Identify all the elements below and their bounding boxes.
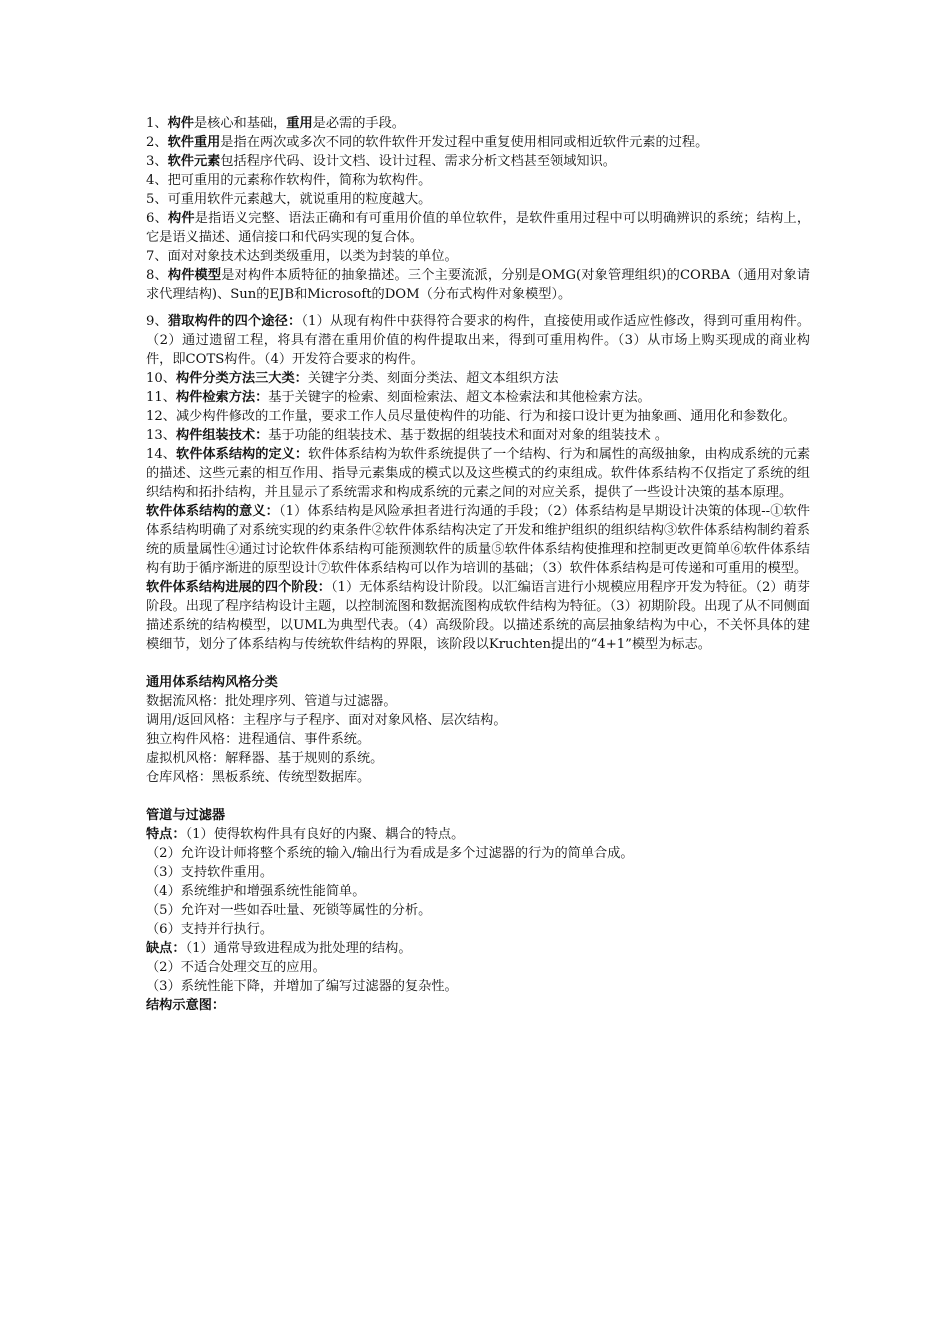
document-page [146, 114, 810, 1015]
paragraph-item-3 [146, 152, 810, 171]
cons-line: （3）系统性能下降，并增加了编写过滤器的复杂性。 [146, 979, 458, 994]
section-heading-styles [146, 673, 810, 692]
paragraph-item-1 [146, 114, 810, 133]
item-number: 12、 [146, 409, 176, 424]
item-text: 是对构件本质特征的抽象描述。三个主要流派，分别是OMG(对象管理组织)的CORBA（通用对象请求代理结构)、Sun的EJB和Microsoft的DOM（分布式构件对象模型）。 [146, 268, 811, 302]
item-number: 13、 [146, 428, 176, 443]
bold-term: 软件体系结构的意义： [146, 504, 279, 519]
bold-term: 构件 [167, 211, 195, 226]
feature-line: （5）允许对一些如吞吐量、死锁等属性的分析。 [146, 903, 432, 918]
item-text: （1）无体系结构设计阶段。以汇编语言进行小规模应用程序开发为特征。（2）萌芽阶段。出现了程序结构设计主题，以控制流图和数据流图构成软件结构为特征。（3）初期阶段。出现了从不同侧面描述系统的结构模型，以UML为典型代表。（4）高级阶段。以描述系统的高层抽象结构为中心，不关怀具体的建模细节，划分了体系结构与传统软件结构的界限，该阶段以Kruchten提出的“4+1”模型为标志。 [146, 580, 811, 652]
paragraph-item-8 [146, 266, 810, 304]
item-text: 是必需的手段。 [312, 116, 405, 131]
item-text: 是指语义完整、语法正确和有可重用价值的单位软件，是软件重用过程中可以明确辨识的系统；结构上，它是语义描述、通信接口和代码实现的复合体。 [146, 211, 811, 245]
cons-text: （1）通常导致进程成为批处理的结构。 [185, 941, 412, 956]
features-first-line [146, 825, 810, 844]
feature-line: （4）系统维护和增强系统性能简单。 [146, 884, 366, 899]
paragraph-item-6 [146, 209, 810, 247]
cons-label: 缺点： [146, 941, 186, 956]
paragraph-item-10 [146, 369, 810, 388]
item-number: 6、 [146, 211, 168, 226]
item-text: 把可重用的元素称作软构件，简称为软构件。 [167, 173, 432, 188]
item-number: 5、 [146, 192, 168, 207]
bold-term: 重用 [286, 116, 313, 131]
item-number: 9、 [146, 314, 168, 329]
item-number: 7、 [146, 249, 168, 264]
style-line: 独立构件风格：进程通信、事件系统。 [146, 732, 371, 747]
item-number: 2、 [146, 135, 168, 150]
style-line: 调用/返回风格：主程序与子程序、面对对象风格、层次结构。 [146, 713, 507, 728]
diagram-label-line [146, 996, 810, 1015]
features-label: 特点： [146, 827, 186, 842]
bold-term: 构件组装技术： [175, 428, 269, 443]
cons-first-line [146, 939, 810, 958]
feature-line: （2）允许设计师将整个系统的输入/输出行为看成是多个过滤器的行为的简单合成。 [146, 846, 634, 861]
style-line: 数据流风格：批处理序列、管道与过滤器。 [146, 694, 397, 709]
spacer [146, 787, 810, 806]
item-text: （1）从现有构件中获得符合要求的构件，直接使用或作适应性修改，得到可重用构件。（2）通过遗留工程，将具有潜在重用价值的构件提取出来，得到可重用构件。（3）从市场上购买现成的商业构件，即COTS构件。（4）开发符合要求的构件。 [146, 314, 811, 367]
feature-line: （6）支持并行执行。 [146, 922, 274, 937]
paragraph-stages [146, 578, 810, 654]
bold-term: 构件模型 [167, 268, 222, 283]
paragraph-item-7 [146, 247, 810, 266]
bold-term: 构件检索方法： [175, 390, 269, 405]
paragraph-item-9 [146, 312, 810, 369]
feature-line: （3）支持软件重用。 [146, 865, 274, 880]
item-text: 基于关键字的检索、刻面检索法、超文本检索法和其他检索方法。 [268, 390, 651, 405]
spacer [146, 654, 810, 673]
item-text: 是指在两次或多次不同的软件软件开发过程中重复使用相同或相近软件元素的过程。 [220, 135, 709, 150]
item-text: 是核心和基础， [193, 116, 287, 131]
item-text: 减少构件修改的工作量，要求工作人员尽量使构件的功能、行为和接口设计更为抽象画、通用化和参数化。 [175, 409, 796, 424]
item-number: 8、 [146, 268, 168, 283]
item-text: （1）体系结构是风险承担者进行沟通的手段；（2）体系结构是早期设计决策的体现--①软件体系结构明确了对系统实现的约束条件②软件体系结构决定了开发和维护组织的组织结构③软件体系结构制约着系统的质量属性④通过讨论软件体系结构可能预测软件的质量⑤软件体系结构使推理和控制更改更简单⑥软件体系结构有助于循序渐进的原型设计⑦软件体系结构可以作为培训的基础；（3）软件体系结构是可传递和可重用的模型。 [146, 504, 810, 576]
paragraph-item-12 [146, 407, 810, 426]
paragraph-item-2 [146, 133, 810, 152]
paragraph-item-14 [146, 445, 810, 502]
item-number: 10、 [146, 371, 176, 386]
style-line: 虚拟机风格：解释器、基于规则的系统。 [146, 751, 384, 766]
item-text: 可重用软件元素越大，就说重用的粒度越大。 [167, 192, 432, 207]
bold-term: 猎取构件的四个途径： [167, 314, 302, 329]
item-number: 1、 [146, 116, 168, 131]
item-text: 关键字分类、刻面分类法、超文本组织方法 [307, 371, 559, 386]
style-line: 仓库风格：黑板系统、传统型数据库。 [146, 770, 371, 785]
item-text: 面对对象技术达到类级重用，以类为封装的单位。 [167, 249, 458, 264]
feature-text: （1）使得软构件具有良好的内聚、耦合的特点。 [185, 827, 465, 842]
item-number: 4、 [146, 173, 168, 188]
bold-term: 软件体系结构进展的四个阶段： [146, 580, 331, 595]
item-text: 包括程序代码、设计文档、设计过程、需求分析文档甚至领域知识。 [220, 154, 616, 169]
item-number: 14、 [146, 447, 177, 462]
spacer [146, 304, 810, 312]
bold-term: 构件 [167, 116, 194, 131]
item-number: 11、 [146, 390, 176, 405]
paragraph-item-13 [146, 426, 810, 445]
bold-term: 构件分类方法三大类： [175, 371, 308, 386]
paragraph-item-4 [146, 171, 810, 190]
bold-term: 软件体系结构的定义： [176, 447, 309, 462]
paragraph-significance [146, 502, 810, 578]
heading-text: 管道与过滤器 [146, 808, 226, 823]
item-number: 3、 [146, 154, 168, 169]
bold-term: 软件重用 [167, 135, 221, 150]
cons-line: （2）不适合处理交互的应用。 [146, 960, 326, 975]
paragraph-item-11 [146, 388, 810, 407]
diagram-label: 结构示意图： [146, 998, 226, 1013]
section-heading-pipe [146, 806, 810, 825]
item-text: 基于功能的组装技术、基于数据的组装技术和面对对象的组装技术 。 [268, 428, 669, 443]
heading-text: 通用体系结构风格分类 [146, 675, 278, 690]
item-text: 软件体系结构为软件系统提供了一个结构、行为和属性的高级抽象，由构成系统的元素的描述、这些元素的相互作用、指导元素集成的模式以及这些模式的约束组成。软件体系结构不仅指定了系统的组织结构和拓扑结构，并且显示了系统需求和构成系统的元素之间的对应关系，提供了一些设计决策的基本原理。 [146, 447, 811, 500]
paragraph-item-5 [146, 190, 810, 209]
bold-term: 软件元素 [167, 154, 221, 169]
